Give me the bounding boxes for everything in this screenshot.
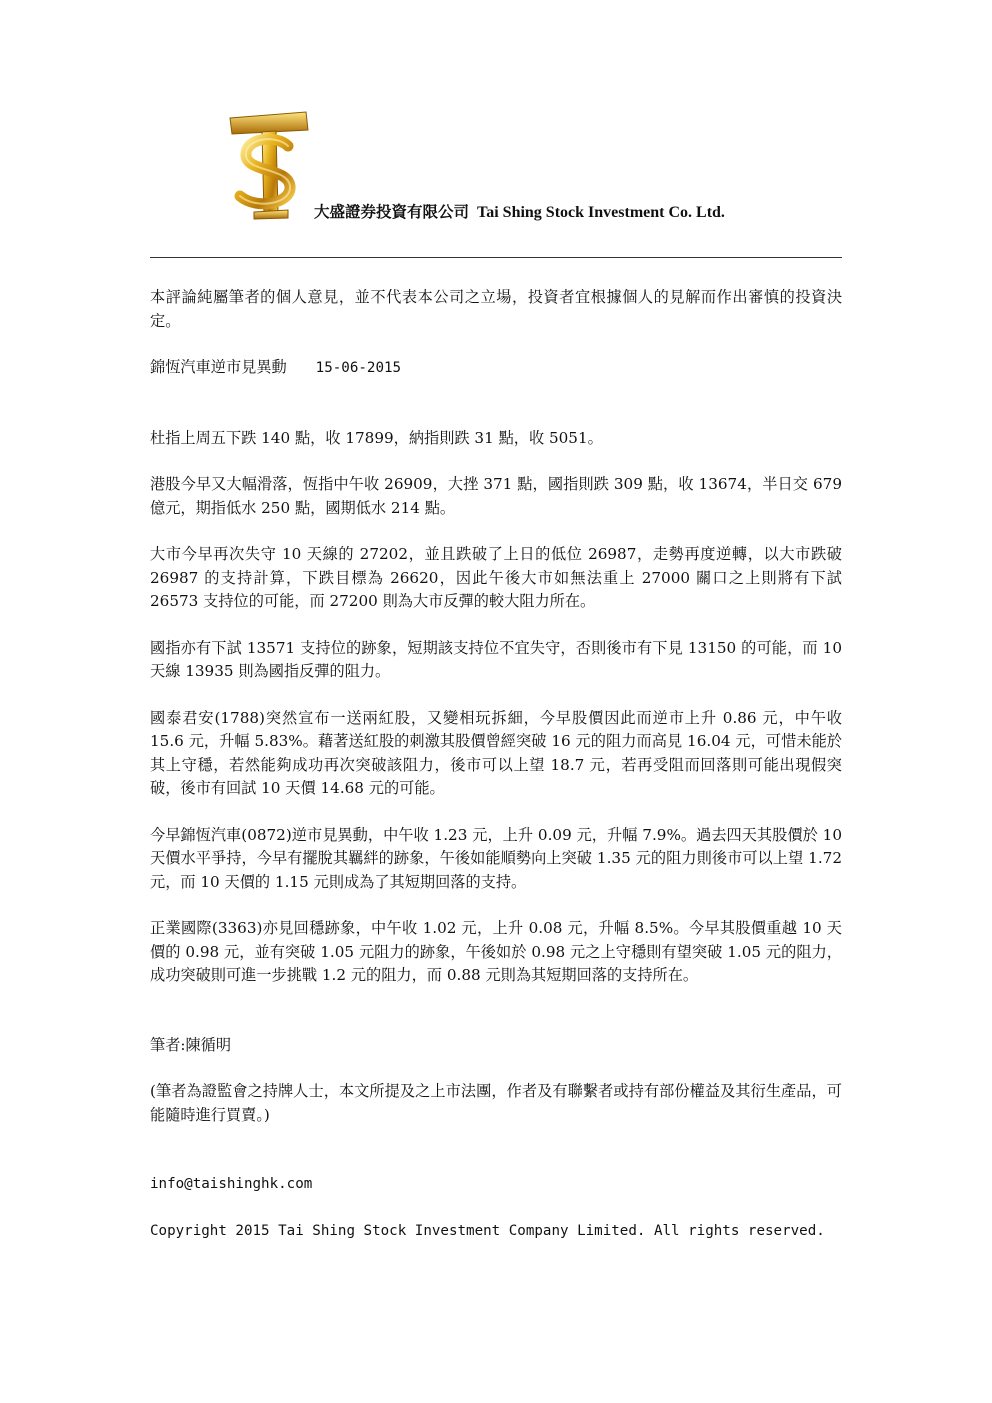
copyright: Copyright 2015 Tai Shing Stock Investment Company Limited. All rights reserved. [150,1222,825,1239]
paragraph-2: 港股今早又大幅滑落，恆指中午收 26909，大挫 371 點，國指則跌 309 點，收 13674，半日交 679 億元，期指低水 250 點，國期低水 214 點。 [150,475,842,517]
author: 筆者:陳循明 [150,1035,232,1054]
company-name [314,200,725,222]
contact-email[interactable]: info@taishinghk.com [150,1176,313,1192]
paragraph-4: 國指亦有下試 13571 支持位的跡象，短期該支持位不宜失守，否則後市有下見 13150 的可能，而 10 天線 13935 則為國指反彈的阻力。 [150,638,842,680]
disclaimer: 本評論純屬筆者的個人意見，並不代表本公司之立場，投資者宜根據個人的見解而作出審慎的投資決定。 [150,288,842,330]
document-body [150,286,842,1243]
header-divider [150,257,842,258]
company-name-en: Tai Shing Stock Investment Co. Ltd. [477,204,725,221]
paragraph-5: 國泰君安(1788)突然宣布一送兩紅股，又變相玩拆細，今早股價因此而逆市上升 0.86 元，中午收 15.6 元，升幅 5.83%。藉著送紅股的刺激其股價曾經突破 16 元的阻力而高見 16.04 元，可惜未能於其上守穩，若然能夠成功再次突破該阻力，後市可以上望 18.7 元，若再受阻而回落則可能出現假突破，後市有回試 10 天價 14.68 元的可能。 [150,708,842,797]
article-title: 錦恆汽車逆市見異動 [150,358,287,376]
article-date: 15-06-2015 [315,360,402,376]
ts-gold-logo-icon [226,108,312,220]
paragraph-3: 大市今早再次失守 10 天線的 27202，並且跌破了上日的低位 26987，走勢再度逆轉，以大市跌破 26987 的支持計算，下跌目標為 26620，因此午後大市如無法重上 27000 關口之上則將有下試 26573 支持位的可能，而 27200 則為大市反彈的較大阻力所在。 [150,545,842,610]
author-note: (筆者為證監會之持牌人士，本文所提及之上市法團，作者及有聯繫者或持有部份權益及其衍生產品，可能隨時進行買賣。) [150,1082,842,1124]
paragraph-1: 杜指上周五下跌 140 點，收 17899，納指則跌 31 點，收 5051。 [150,428,603,447]
company-name-zh: 大盛證券投資有限公司 [314,202,470,221]
article-title-line [150,356,842,381]
paragraph-7: 正業國際(3363)亦見回穩跡象，中午收 1.02 元，上升 0.08 元，升幅 8.5%。今早其股價重越 10 天價的 0.98 元，並有突破 1.05 元阻力的跡象，午後如於 0.98 元之上守穩則有望突破 1.05 元的阻力，成功突破則可進一步挑戰 1.2 元的阻力，而 0.88 元則為其短期回落的支持所在。 [150,919,842,984]
paragraph-6: 今早錦恆汽車(0872)逆市見異動，中午收 1.23 元，上升 0.09 元，升幅 7.9%。過去四天其股價於 10 天價水平爭持，今早有擺脫其羈絆的跡象，午後如能順勢向上突破 1.35 元的阻力則後市可以上望 1.72 元，而 10 天價的 1.15 元則成為了其短期回落的支持。 [150,825,842,891]
